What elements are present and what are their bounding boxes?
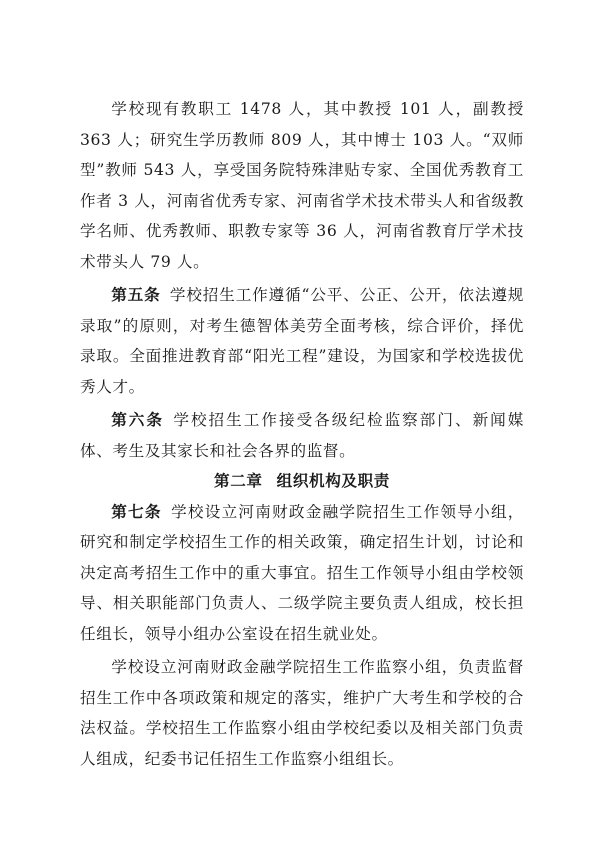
article-7-label: 第七条 [111, 502, 162, 521]
article-5-label: 第五条 [111, 286, 161, 304]
chapter-number: 第二章 [214, 472, 263, 490]
article-7 [80, 497, 524, 650]
article-6-text: 学校招生工作接受各级纪检监察部门、新闻媒体、考生及其家长和社会各界的监督。 [80, 411, 524, 460]
monitor-paragraph: 学校设立河南财政金融学院招生工作监察小组，负责监督招生工作中各项政策和规定的落实，维护广大考生和学校的合法权益。学校招生工作监察小组由学校纪委以及相关部门负责人组成，纪委书记任招生工作监察小组组长。 [80, 658, 524, 768]
article-7-text: 学校设立河南财政金融学院招生工作领导小组，研究和制定学校招生工作的相关政策，确定招生计划，讨论和决定高考招生工作中的重大事宜。招生工作领导小组由学校领导、相关职能部门负责人、二级学院主要负责人组成，校长担任组长，领导小组办公室设在招生就业处。 [80, 502, 524, 643]
article-6 [80, 405, 524, 466]
document-body [80, 94, 524, 774]
chapter-heading [80, 466, 524, 497]
chapter-title: 组织机构及职责 [276, 472, 390, 490]
article-5-text: 学校招生工作遵循“公平、公正、公开，依法遵规录取”的原则，对考生德智体美劳全面考核，综合评价，择优录取。全面推进教育部“阳光工程”建设，为国家和学校选拔优秀人才。 [80, 286, 524, 396]
article-5 [80, 280, 524, 402]
staff-paragraph: 学校现有教职工 1478 人，其中教授 101 人，副教授 363 人；研究生学历教师 809 人，其中博士 103 人。“双师型”教师 543 人，享受国务院特殊津贴专家、全国优秀教育工作者 3 人，河南省优秀专家、河南省学术技术带头人和省级教学名师、优秀教师、职教专家等 36 人，河南省教育厅学术技术带头人 79 人。 [80, 100, 524, 271]
article-6-label: 第六条 [111, 411, 164, 429]
